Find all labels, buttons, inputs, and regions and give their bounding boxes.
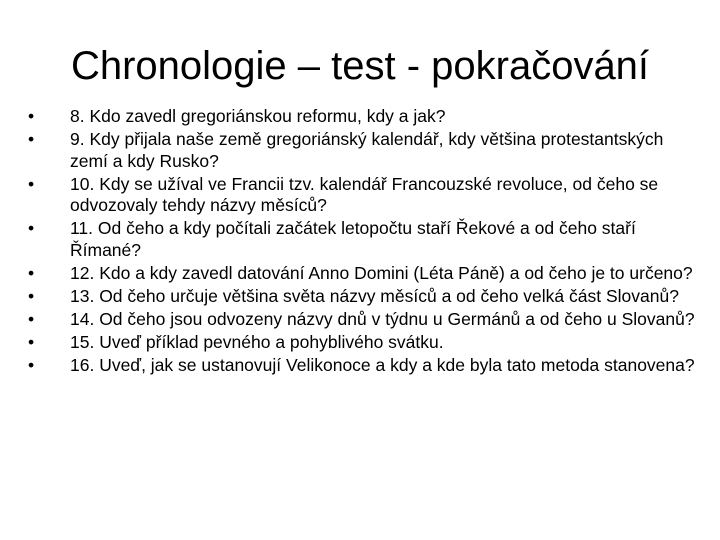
question-text: 14. Od čeho jsou odvozeny názvy dnů v týdnu u Germánů a od čeho u Slovanů? [70,308,695,329]
bullet-icon: • [28,106,35,126]
question-item [28,218,700,261]
bullet-icon: • [28,173,35,194]
bullet-icon: • [28,308,35,329]
question-text: 12. Kdo a kdy zavedl datování Anno Domini (Léta Páně) a od čeho je to určeno? [70,262,693,283]
question-text: 13. Od čeho určuje většina světa názvy měsíců a od čeho velká část Slovanů? [70,285,679,306]
question-text: 11. Od čeho a kdy počítali začátek letopočtu staří Řekové a od čeho staří Římané? [70,218,636,260]
question-item [28,286,700,308]
question-item [28,263,700,285]
question-list [28,106,700,378]
slide-title: Chronologie – test - pokračování [70,44,650,88]
question-text: 9. Kdy přijala naše země gregoriánský kalendář, kdy většina protestantských zemí a kdy Rusko? [70,129,664,171]
bullet-icon: • [28,262,35,283]
bullet-icon: • [28,129,35,149]
bullet-icon: • [28,354,35,375]
question-item [28,355,700,377]
question-item [28,332,700,354]
bullet-icon: • [28,218,35,238]
bullet-icon: • [28,285,35,306]
question-item [28,129,700,172]
question-text: 16. Uveď, jak se ustanovují Velikonoce a kdy a kde byla tato metoda stanovena? [70,354,695,375]
question-item [28,309,700,331]
question-item [28,174,700,217]
bullet-icon: • [28,331,35,352]
question-text: 8. Kdo zavedl gregoriánskou reformu, kdy a jak? [70,106,446,126]
question-item [28,106,700,128]
question-text: 10. Kdy se užíval ve Francii tzv. kalendář Francouzské revoluce, od čeho se odvozovaly tehdy názvy měsíců? [70,173,659,215]
question-text: 15. Uveď příklad pevného a pohyblivého svátku. [70,331,444,352]
